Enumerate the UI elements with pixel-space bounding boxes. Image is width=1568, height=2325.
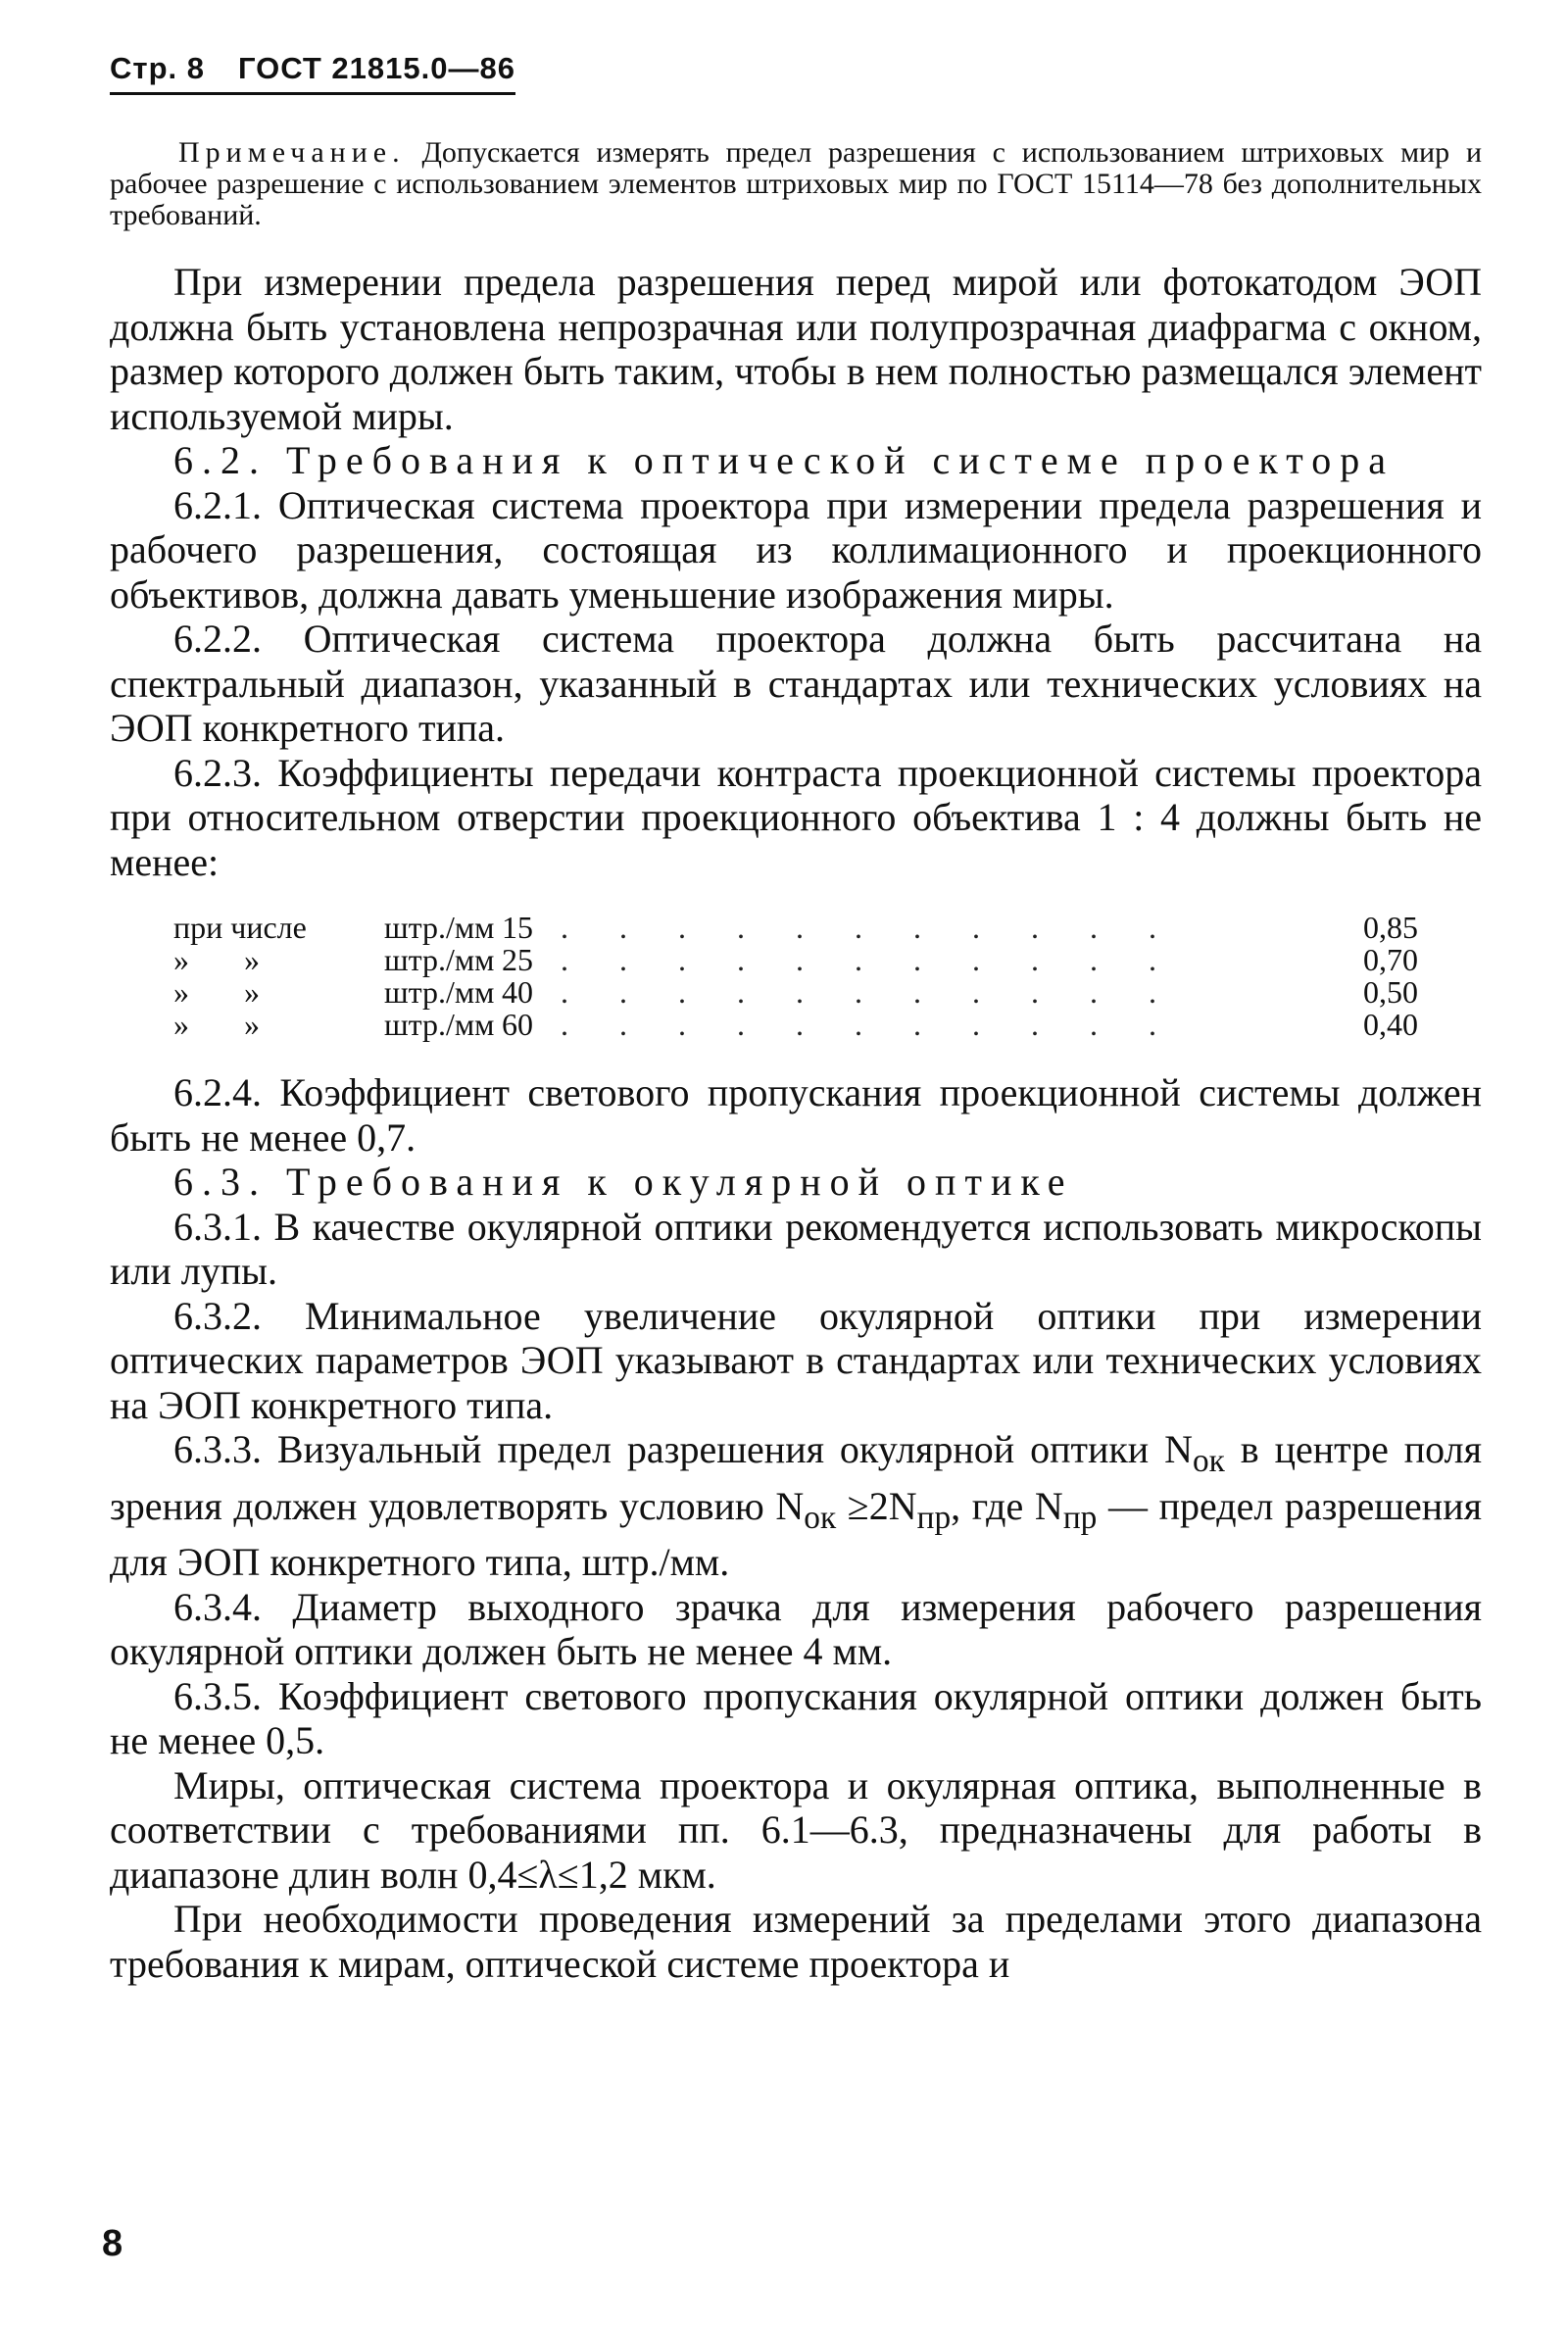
note-text: Допускается измерять предел разрешения с использованием штриховых мир и рабочее разрешение с использованием элементов штриховых мир по ГОСТ 15114—78 без дополнительных требований. [110, 136, 1482, 231]
row-contrast-value: 0,40 [1363, 1007, 1418, 1042]
row-contrast-value: 0,70 [1363, 942, 1418, 977]
table-row [173, 1009, 1418, 1041]
row-unit: штр./мм [384, 942, 495, 977]
clause-6-2-3: 6.2.3. Коэффициенты передачи контраста проекционной системы проектора при относительном отверстии проекционного объектива 1 : 4 должны быть не менее: [110, 750, 1482, 884]
row-prefix: » » [173, 942, 260, 977]
clause-6-3-3-part-e: — предел разрешения для ЭОП конкретного типа, штр./мм. [110, 1483, 1483, 1584]
leader-dots: . . . . . . . . . . . [561, 1009, 1178, 1041]
page-label: Стр. 8 [110, 51, 205, 85]
table-row [173, 912, 1418, 944]
clause-6-3-3-part-d: , где N [951, 1483, 1063, 1528]
row-prefix: » » [173, 1007, 260, 1042]
subscript: ок [804, 1499, 837, 1536]
note-block [110, 137, 1482, 231]
clause-6-2-4: 6.2.4. Коэффициент светового пропускания проекционной системы должен быть не менее 0,7. [110, 1070, 1482, 1160]
clause-6-3-3-part-c: ≥2N [836, 1483, 917, 1528]
note-label: Примечание. [178, 136, 406, 169]
running-header [110, 51, 515, 95]
clause-6-3-2: 6.3.2. Минимальное увеличение окулярной оптики при измерении оптических параметров ЭОП указывают в стандартах или технических условиях на ЭОП конкретного типа. [110, 1293, 1482, 1427]
section-heading-6-3: 6.3. Требования к окулярной оптике [173, 1160, 1074, 1204]
clause-6-3-3-part-a: 6.3.3. Визуальный предел разрешения окулярной оптики N [173, 1427, 1194, 1471]
row-lines-per-mm: 15 [502, 910, 533, 945]
clause-6-3-3-part-b: в центре поля зрения должен удовлетворять условию N [110, 1427, 1482, 1528]
clause-6-3-4: 6.3.4. Диаметр выходного зрачка для измерения рабочего разрешения окулярной оптики должен быть не менее 4 мм. [110, 1584, 1482, 1673]
row-contrast-value: 0,50 [1363, 974, 1418, 1010]
clause-6-2-2: 6.2.2. Оптическая система проектора должна быть рассчитана на спектральный диапазон, указанный в стандартах или технических условиях на ЭОП конкретного типа. [110, 617, 1482, 750]
row-prefix: при числе [173, 910, 307, 945]
subscript: пр [916, 1499, 952, 1536]
standard-number: ГОСТ 21815.0—86 [237, 51, 515, 85]
clause-6-3-5: 6.3.5. Коэффициент светового пропускания окулярной оптики должен быть не менее 0,5. [110, 1673, 1482, 1762]
row-prefix: » » [173, 974, 260, 1010]
clause-6-2-1: 6.2.1. Оптическая система проектора при измерении предела разрешения и рабочего разрешения, состоящая из коллимационного и проекционного объективов, должна давать уменьшение изображения миры. [110, 482, 1482, 617]
row-lines-per-mm: 40 [502, 974, 533, 1010]
row-contrast-value: 0,85 [1363, 910, 1418, 945]
leader-dots: . . . . . . . . . . . [561, 976, 1178, 1009]
subscript: ок [1193, 1443, 1225, 1479]
section-heading-6-2: 6.2. Требования к оптической системе проектора [173, 438, 1395, 482]
subscript: пр [1062, 1499, 1098, 1536]
paragraph-diaphragm: При измерении предела разрешения перед мирой или фотокатодом ЭОП должна быть установлена непрозрачная или полупрозрачная диафрагма с окном, размер которого должен быть таким, чтобы в нем полностью размещался элемент используемой миры. [110, 260, 1482, 438]
leader-dots: . . . . . . . . . . . [561, 912, 1178, 944]
leader-dots: . . . . . . . . . . . [561, 944, 1178, 976]
row-lines-per-mm: 25 [502, 942, 533, 977]
table-row [173, 976, 1418, 1009]
paragraph-wavelength-range: Миры, оптическая система проектора и окулярная оптика, выполненные в соответствии с требованиями пп. 6.1—6.3, предназначены для работы в диапазоне длин волн 0,4≤λ≤1,2 мкм. [110, 1762, 1482, 1897]
page-number: 8 [102, 2223, 123, 2264]
row-lines-per-mm: 60 [502, 1007, 533, 1042]
table-row [173, 944, 1418, 976]
row-unit: штр./мм [384, 910, 495, 945]
clause-6-3-3 [110, 1427, 1482, 1585]
main-text [110, 260, 1482, 1986]
clause-6-3-1: 6.3.1. В качестве окулярной оптики рекомендуется использовать микроскопы или лупы. [110, 1204, 1482, 1293]
row-unit: штр./мм [384, 974, 495, 1010]
contrast-table [173, 912, 1418, 1041]
row-unit: штр./мм [384, 1007, 495, 1042]
paragraph-outside-range: При необходимости проведения измерений за пределами этого диапазона требования к мирам, оптической системе проектора и [110, 1897, 1482, 1986]
